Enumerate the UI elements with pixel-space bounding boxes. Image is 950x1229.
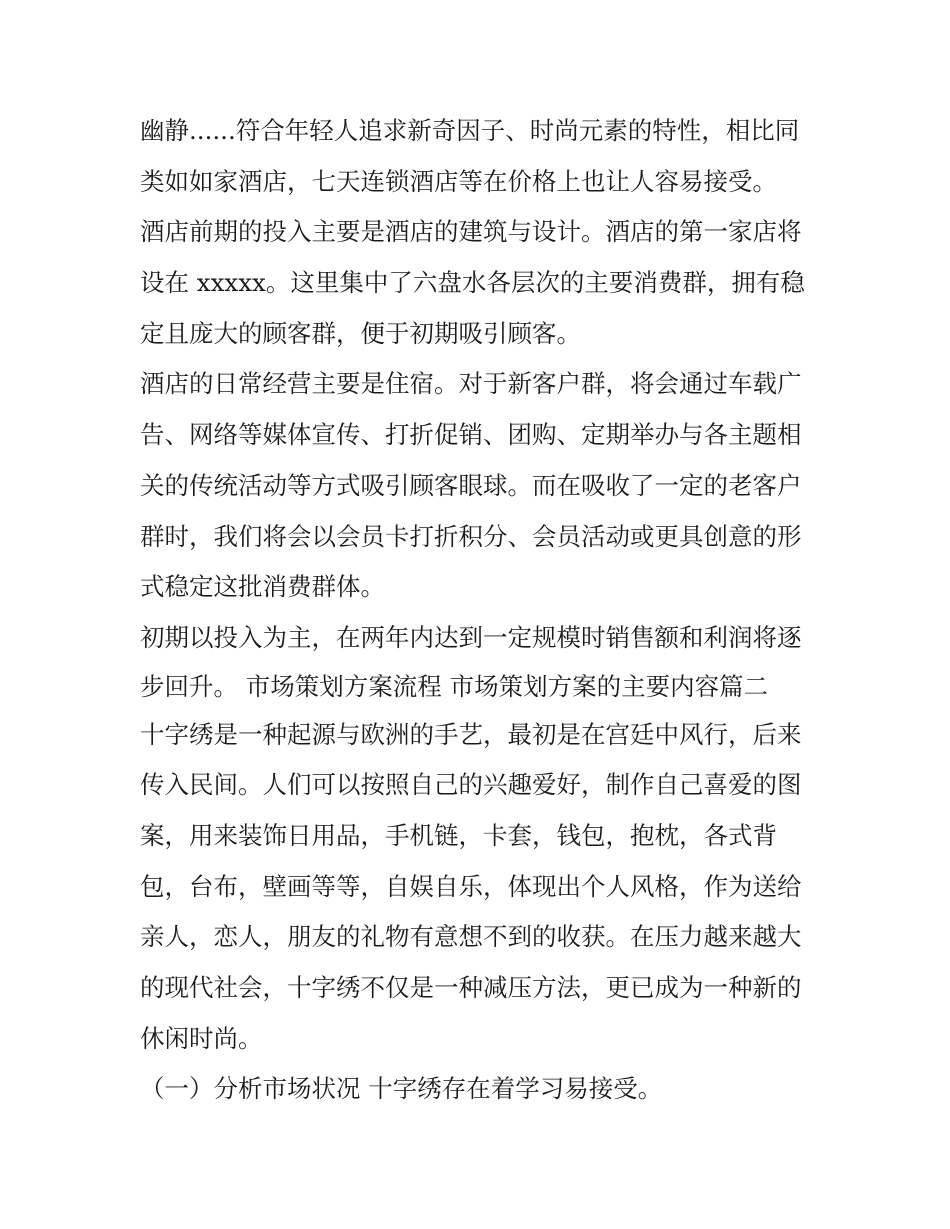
text-line: 酒店前期的投入主要是酒店的建筑与设计。酒店的第一家店将 — [140, 217, 802, 247]
text-line: 案，用来装饰日用品，手机链，卡套，钱包，抱枕，各式背 — [140, 820, 777, 850]
text-line: 步回升。 市场策划方案流程 市场策划方案的主要内容篇二 — [140, 671, 769, 701]
text-line: 十字绣是一种起源与欧洲的手艺，最初是在宫廷中风行，后来 — [140, 719, 802, 749]
text-line: 定且庞大的顾客群，便于初期吸引顾客。 — [140, 318, 581, 348]
text-line: 亲人，恋人，朋友的礼物有意想不到的收获。在压力越来越大 — [140, 922, 802, 952]
text-line: 式稳定这批消费群体。 — [140, 572, 385, 602]
text-line: 初期以投入为主，在两年内达到一定规模时销售额和利润将逐 — [140, 622, 802, 652]
text-line: （一）分析市场状况 十字绣存在着学习易接受。 — [140, 1074, 663, 1104]
text-line: 酒店的日常经营主要是住宿。对于新客户群，将会通过车载广 — [140, 369, 802, 399]
text-line: 传入民间。人们可以按照自己的兴趣爱好，制作自己喜爱的图 — [140, 770, 802, 800]
text-line: 包，台布，壁画等等，自娱自乐，体现出个人风格，作为送给 — [140, 871, 802, 901]
text-line: 的现代社会，十字绣不仅是一种减压方法，更已成为一种新的 — [140, 973, 802, 1002]
text-line: 关的传统活动等方式吸引顾客眼球。而在吸收了一定的老客户 — [140, 470, 802, 500]
text-line: 设在 xxxxx。这里集中了六盘水各层次的主要消费群，拥有稳 — [140, 268, 805, 298]
document-body — [140, 106, 820, 1115]
text-line: 告、网络等媒体宣传、打折促销、团购、定期举办与各主题相 — [140, 420, 802, 450]
text-line: 群时，我们将会以会员卡打折积分、会员活动或更具创意的形 — [140, 521, 802, 551]
text-line: 类如如家酒店，七天连锁酒店等在价格上也让人容易接受。 — [140, 166, 777, 196]
text-line: 休闲时尚。 — [140, 1023, 263, 1053]
text-line: 幽静......符合年轻人追求新奇因子、时尚元素的特性，相比同 — [140, 116, 800, 145]
